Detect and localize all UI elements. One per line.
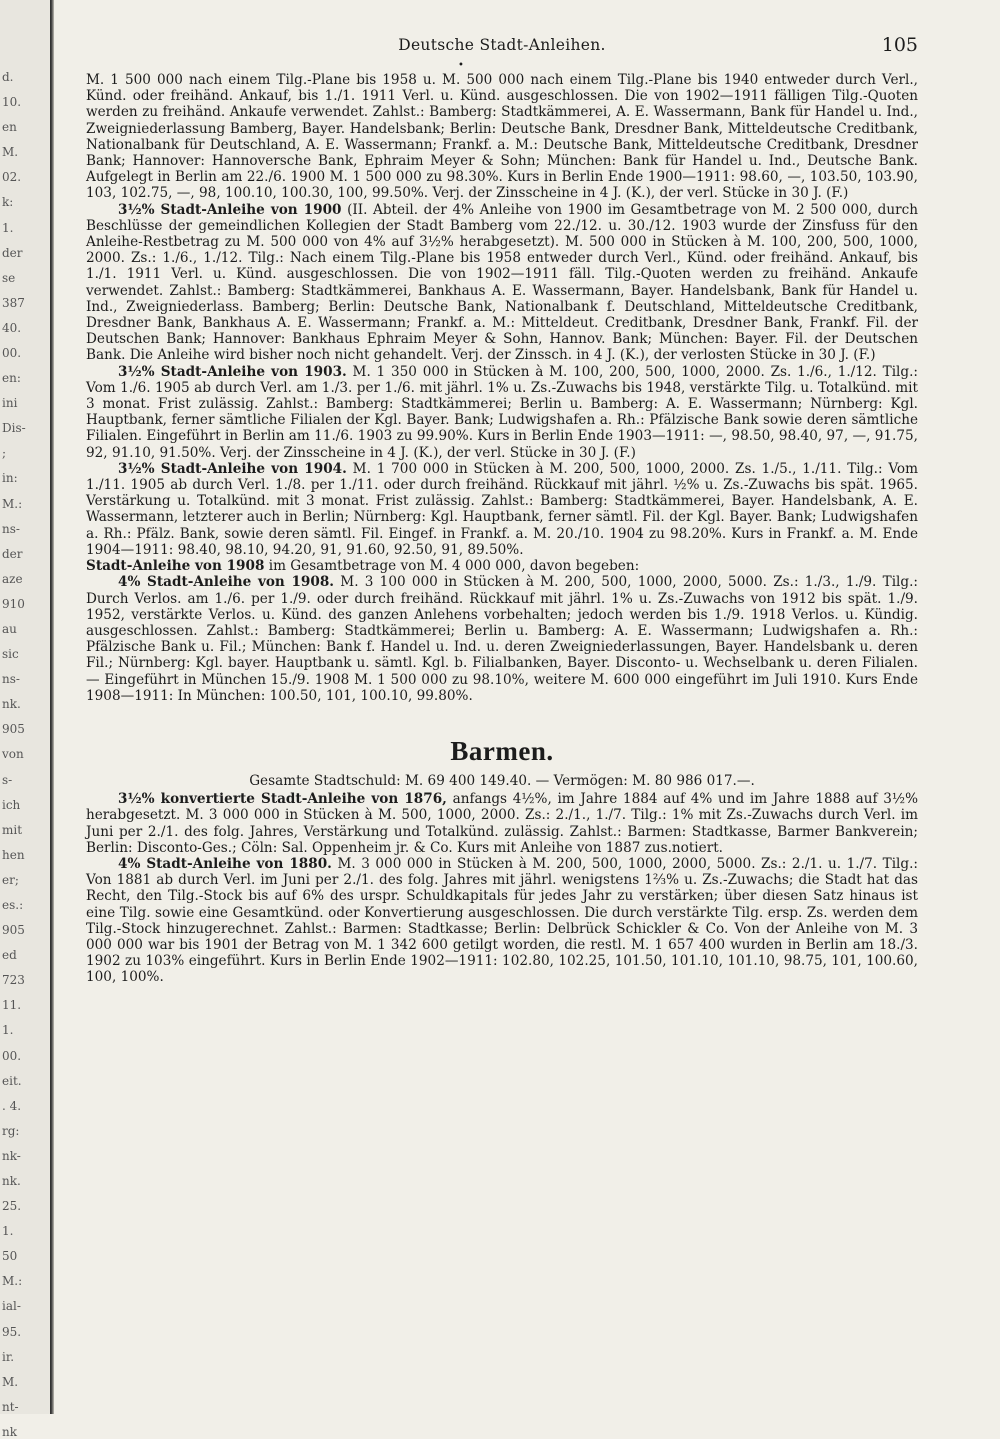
gutter-fragment: s- xyxy=(2,772,13,787)
gutter-fragment: ns- xyxy=(2,521,20,536)
gutter-fragment: rg: xyxy=(2,1123,20,1138)
gutter-fragment: mit xyxy=(2,822,23,837)
gutter-fragment: au xyxy=(2,622,17,636)
anleihe-1903-text: M. 1 350 000 in Stücken à M. 100, 200, 500, 1000, 2000. Zs. 1./6., 1./12. Tilg.: Vom 1./6. 1905 ab durch Verl. am 1./3. per 1./6. mit jährl. 1% u. Zs.-Zuwachs bis 1948, verstärkte Tilg. u. Totalkünd. mit 3 monat. Frist zulässig. Zahlst.: Bamberg: Stadtkämmerei; Berlin u. Bamberg: A. E. Wassermann; Nürnberg: Kgl. Hauptbank, ferner sämtliche Filialen der Kgl. Bayer. Bank; Ludwigshafen a. Rh.: Pfälzische Bank sowie deren sämtliche Filialen. Eingeführt in Berlin am 11./6. 1903 zu 99.90%. Kurs in Berlin Ende 1903—1911: —, 98.50, 98.40, 97, —, 91.75, 92, 91.10, 91.50%. Verj. der Zinsscheine in 4 J. (K.), der verl. Stücke in 30 J. (F.) xyxy=(86,363,918,461)
gutter-fragment: ich xyxy=(2,797,21,812)
gutter-fragment: 95. xyxy=(2,1324,22,1339)
gutter-fragment: 1. xyxy=(2,220,14,235)
gutter-fragment: hen xyxy=(2,847,25,862)
paragraph-1900-tilgung: M. 1 500 000 nach einem Tilg.-Plane bis 1958 u. M. 500 000 nach einem Tilg.-Plane bis 1940 entweder durch Verl., Künd. oder freihänd. Ankauf, bis 1./1. 1911 Verl. u. Künd. ausgeschlossen. Die von 1902—1911 fälligen Tilg.-Quoten werden zu freihänd. Ankaufe verwendet. Zahlst.: Bamberg: Stadtkämmerei, A. E. Wassermann, Bank für Handel u. Ind., Zweigniederlassung Bamberg, Bayer. Handelsbank; Berlin: Deutsche Bank, Dresdner Bank, Mitteldeutsche Creditbank, Nationalbank für Deutschland, A. E. Wassermann; Frankf. a. M.: Deutsche Bank, Mitteldeutsche Creditbank, Dresdner Bank; Hannover: Hannoversche Bank, Ephraim Meyer & Sohn; München: Bank für Handel u. Ind., Deutsche Bank. Aufgelegt in Berlin am 22./6. 1900 M. 1 500 000 zu 98.30%. Kurs in Berlin Ende 1900—1911: 98.60, —, 103.50, 103.90, 103, 102.75, —, 98, 100.10, 100.30, 100, 99.50%. Verj. der Zinsscheine in 4 J. (K.), der verl. Stücke in 30 J. (F.) xyxy=(86,72,918,202)
bamberg-text xyxy=(86,72,918,704)
gutter-fragment: von xyxy=(2,747,24,762)
gutter-fragment: nk xyxy=(2,1424,17,1439)
anleihe-1908-text: M. 3 100 000 in Stücken à M. 200, 500, 1000, 2000, 5000. Zs.: 1./3., 1./9. Tilg.: Durch Verlos. am 1./6. per 1./9. oder durch freihänd. Rückkauf mit jährl. 1% u. Zs.-Zuwachs von 1912 bis spät. 1./9. 1952, verstärkte Verlos. u. Künd. des ganzen Anlehens vorbehalten; jedoch werden bis 1./9. 1918 Verlos. u. Kündig. ausgeschlossen. Zahlst.: Bamberg: Stadtkämmerei; Berlin u. Bamberg: A. E. Wassermann; Ludwigshafen a. Rh.: Pfälzische Bank u. Fil.; München: Bank f. Handel u. Ind. u. deren Zweigniederlassungen, Bayer. Handelsbank u. deren Fil.; Nürnberg: Kgl. bayer. Hauptbank u. sämtl. Kgl. b. Filialbanken, Bayer. Disconto- u. Wechselbank u. deren Filialen. — Eingeführt in München 15./9. 1908 M. 1 500 000 zu 98.10%, weitere M. 600 000 eingeführt im Juli 1910. Kurs Ende 1908—1911: In München: 100.50, 101, 100.10, 99.80%. xyxy=(86,574,918,704)
binding-shadow xyxy=(50,0,54,1414)
gutter-fragment: 50 xyxy=(2,1249,18,1264)
gutter-fragment: 1. xyxy=(2,1023,14,1038)
barmen-1876-title: 3½% konvertierte Stadt-Anleihe von 1876, xyxy=(118,791,447,808)
gutter-fragment: sic xyxy=(2,647,19,662)
paragraph-anleihe-1900 xyxy=(86,202,918,364)
anleihe-1908-total-title: Stadt-Anleihe von 1908 xyxy=(86,558,265,575)
gutter-fragment: en: xyxy=(2,371,21,386)
city-heading: Barmen. xyxy=(450,735,554,766)
paragraph-anleihe-1903 xyxy=(86,364,918,461)
binding-gutter xyxy=(0,0,50,1439)
anleihe-1900-title: 3½% Stadt-Anleihe von 1900 xyxy=(118,201,342,218)
gutter-fragment: 910 xyxy=(2,596,25,611)
gutter-fragment: aze xyxy=(2,571,23,586)
gutter-fragment: 723 xyxy=(2,973,25,988)
running-title: Deutsche Stadt-Anleihen. xyxy=(398,36,606,54)
gutter-fragment: 1. xyxy=(2,1224,14,1239)
page xyxy=(86,30,918,986)
gutter-fragment: ir. xyxy=(2,1349,15,1364)
gutter-fragment: ns- xyxy=(2,672,20,687)
gutter-fragment: ial- xyxy=(2,1299,21,1314)
anleihe-1900-text: (II. Abteil. der 4% Anleihe von 1900 im Gesamtbetrage von M. 2 500 000, durch Beschlüsse der gemeindlichen Kollegien der Stadt Bamberg vom 22./12. u. 30./12. 1903 wurde der Zinsfuss für den Anleihe-Restbetrag zu M. 500 000 von 4% auf 3½% herabgesetzt). M. 500 000 in Stücken à M. 100, 200, 500, 1000, 2000. Zs.: 1./6., 1./12. Tilg.: Nach einem Tilg.-Plane bis 1958 entweder durch Verl., Künd. oder freihänd. Ankauf, bis 1./1. 1911 Verl. u. Künd. ausgeschlossen. Die von 1902—1911 fäll. Tilg.-Quoten werden zu freihänd. Ankaufe verwendet. Zahlst.: Bamberg: Stadtkämmerei, Bankhaus A. E. Wassermann, Bayer. Handelsbank, Bank für Handel u. Ind., Zweigniederlass. Bamberg; Berlin: Deutsche Bank, Nationalbank f. Deutschland, Mitteldeutsche Creditbank, Dresdner Bank, Bankhaus A. E. Wassermann; Frankf. a. M.: Mitteldeut. Creditbank, Dresdner Bank, Frankf. Fil. der Deutschen Bank; Hannover: Bankhaus Ephraim Meyer & Sohn, Hannov. Bank; München: Bayer. Fil. der Deutschen Bank. Die Anleihe wird bisher noch nicht gehandelt. Verj. der Zinssch. in 4 J. (K.), der verlosten Stücke in 30 J. (F.) xyxy=(86,201,918,364)
paragraph-barmen-1880 xyxy=(86,856,918,986)
gutter-fragment: nk. xyxy=(2,1174,21,1188)
gutter-fragment: 00. xyxy=(2,346,22,360)
barmen-1880-text: M. 3 000 000 in Stücken à M. 200, 500, 1000, 2000, 5000. Zs.: 2./1. u. 1./7. Tilg.: Von 1881 ab durch Verl. im Juni per 2./1. des folg. Jahres mit jährl. wenigstens 1⅔% u. Zs.-Zuwachs; die Stadt hat das Recht, den Tilg.-Stock bis auf 6% des urspr. Schuldkapitals für jedes Jahr zu verstärken; über diesen Satz hinaus ist eine Tilg. sowie eine Gesamtkünd. oder Konvertierung ausgeschlossen. Die durch verstärkte Tilg. ersp. Zs. werden dem Tilg.-Stock hinzugerechnet. Zahlst.: Barmen: Stadtkasse; Berlin: Delbrück Schickler & Co. Von der Anleihe von M. 3 000 000 war bis 1901 der Betrag von M. 1 342 600 getilgt worden, die restl. M. 1 657 400 wurden in Berlin am 18./3. 1902 zu 103% eingeführt. Kurs in Berlin Ende 1902—1911: 102.80, 102.25, 101.50, 101.10, 101.10, 98.75, 101, 100.60, 100, 100%. xyxy=(86,855,918,986)
gutter-fragment: k: xyxy=(2,195,14,210)
gutter-fragment: 11. xyxy=(2,998,22,1013)
barmen-1876-text: anfangs 4½%, im Jahre 1884 auf 4% und im Jahre 1888 auf 3½% herabgesetzt. M. 3 000 000 in Stücken à M. 500, 1000, 2000. Zs.: 2./1., 1./7. Tilg.: 1% mit Zs.-Zuwachs durch Verl. im Juni per 2./1. des folg. Jahres, Verstärkung und Totalkünd. zulässig. Zahlst.: Barmen: Stadtkasse, Barmer Bankverein; Berlin: Disconto-Ges.; Cöln: Sal. Oppenheim jr. & Co. Kurs mit Anleihe von 1887 zus.notiert. xyxy=(86,791,918,856)
gutter-fragment: 905 xyxy=(2,722,25,737)
gutter-fragment: eit. xyxy=(2,1073,22,1088)
gutter-fragment: M. xyxy=(2,145,19,160)
gutter-fragment: d. xyxy=(2,70,14,84)
gutter-fragment: M. xyxy=(2,1374,19,1389)
page-number: 105 xyxy=(881,34,918,56)
anleihe-1904-text: M. 1 700 000 in Stücken à M. 200, 500, 1000, 2000. Zs. 1./5., 1./11. Tilg.: Vom 1./11. 1905 ab durch Verl. 1./8. per 1./11. oder durch freihänd. Rückkauf mit jährl. ½% u. Zs.-Zuwachs bis spät. 1965. Verstärkung u. Totalkünd. mit 3 monat. Frist zulässig. Zahlst.: Bamberg: Stadtkämmerei, Bayer. Handelsbank, A. E. Wassermann, letzterer auch in Berlin; Nürnberg: Kgl. Hauptbank, ferner sämtl. Fil. der Kgl. Bayer. Bank; Ludwigshafen a. Rh.: Pfälz. Bank, sowie deren sämtl. Fil. Eingef. in Frankf. a. M. 20./10. 1904 zu 98.20%. Kurs in Frankf. a. M. Ende 1904—1911: 98.40, 98.10, 94.20, 91, 91.60, 92.50, 91, 89.50%. xyxy=(86,460,918,558)
gutter-fragment: M.: xyxy=(2,1274,23,1289)
gutter-fragment: ed xyxy=(2,948,17,963)
gutter-fragment: 25. xyxy=(2,1199,22,1214)
header-bullet: • xyxy=(458,60,464,71)
gutter-fragment: nt- xyxy=(2,1399,19,1414)
gutter-fragment: es.: xyxy=(2,898,24,912)
gutter-fragment: in: xyxy=(2,471,18,486)
gutter-fragment: 00. xyxy=(2,1048,22,1063)
paragraph-anleihe-1904 xyxy=(86,461,918,558)
gutter-fragment: Dis- xyxy=(2,421,26,436)
city-debt-summary: Gesamte Stadtschuld: M. 69 400 149.40. — Vermögen: M. 80 986 017.—. xyxy=(249,772,755,789)
gutter-fragment: nk- xyxy=(2,1148,21,1163)
anleihe-1904-title: 3½% Stadt-Anleihe von 1904. xyxy=(118,460,347,477)
paragraph-barmen-1876 xyxy=(86,791,918,856)
anleihe-1908-title: 4% Stadt-Anleihe von 1908. xyxy=(118,574,335,591)
gutter-fragment: 905 xyxy=(2,923,25,938)
gutter-fragment: ; xyxy=(2,446,7,461)
page-header xyxy=(86,30,918,71)
gutter-fragment: 10. xyxy=(2,95,22,110)
gutter-fragment: nk. xyxy=(2,697,21,712)
gutter-fragment: M.: xyxy=(2,496,23,511)
anleihe-1903-title: 3½% Stadt-Anleihe von 1903. xyxy=(118,363,347,380)
anleihe-1908-total-text: im Gesamtbetrage von M. 4 000 000, davon begeben: xyxy=(264,558,640,575)
barmen-1880-title: 4% Stadt-Anleihe von 1880. xyxy=(118,855,332,872)
gutter-fragment: der xyxy=(2,546,23,561)
gutter-fragment: 40. xyxy=(2,320,22,335)
gutter-fragment: . 4. xyxy=(2,1098,22,1113)
gutter-fragment: en xyxy=(2,120,17,135)
gutter-fragment: 02. xyxy=(2,170,22,185)
barmen-text xyxy=(86,791,918,985)
gutter-fragment: 387 xyxy=(2,295,25,310)
gutter-fragment: er; xyxy=(2,872,19,887)
paragraph-anleihe-1908-total xyxy=(86,558,918,574)
paragraph-anleihe-1908 xyxy=(86,574,918,704)
gutter-fragment: der xyxy=(2,245,23,260)
gutter-fragment: ini xyxy=(2,396,18,411)
gutter-fragment: se xyxy=(2,270,16,285)
